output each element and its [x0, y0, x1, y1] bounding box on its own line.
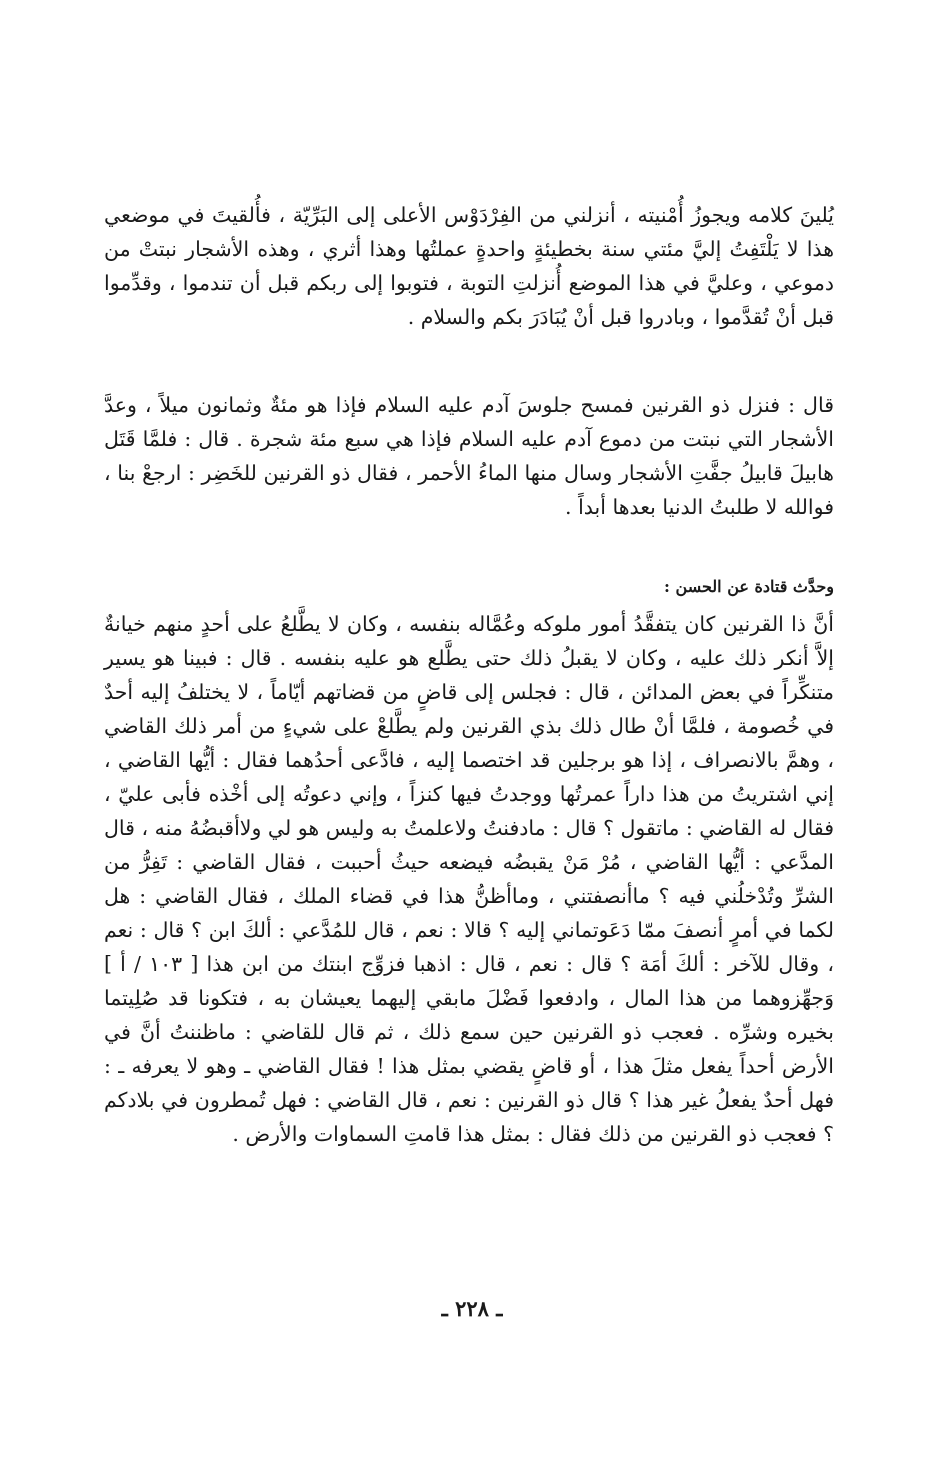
- section-heading: وحدَّث قتادة عن الحسن :: [664, 577, 834, 596]
- paragraph-judge-story: أنَّ ذا القرنين كان يتفقَّدُ أمور ملوكه وعُمَّاله بنفسه ، وكان لا يطَّلعُ على أحدٍ منهم خيانةٌ إلاَّ أنكر ذلك عليه ، وكان لا يقبلُ ذلك حتى يطَّلع هو عليه بنفسه . قال : فبينا هو يسير متنكِّراً في بعض المدائن ، قال : فجلس إلى قاضٍ من قضاتهم أيّاماً ، لا يختلفُ إليه أحدٌ في خُصومة ، فلمَّا أنْ طال ذلك بذي القرنين ولم يطَّلعْ على شيءٍ من أمر ذلك القاضي ، وهمَّ بالانصراف ، إذا هو برجلين قد اختصما إليه ، فادَّعى أحدُهما فقال : أيُّها القاضي ، إني اشتريتُ من هذا داراً عمرتُها ووجدتُ فيها كنزاً ، وإني دعوتُه إلى أخْذه فأبى عليّ ، فقال له القاضي : ماتقول ؟ قال : مادفنتُ ولاعلمتُ به وليس هو لي ولاأقبضُهُ منه ، قال المدَّعي : أيُّها القاضي ، مُرْ مَنْ يقبضُه فيضعه حيثُ أحببت ، فقال القاضي : تَفِرُّ من الشرِّ وتُدْخلُني فيه ؟ ماأنصفتني ، وماأظنُّ هذا في قضاء الملك ، فقال القاضي : هل لكما في أمرٍ أنصفَ ممّا دَعَوتماني إليه ؟ قالا : نعم ، قال للمُدَّعي : ألكَ ابن ؟ قال : نعم ، وقال للآخر : ألكَ أمَة ؟ قال : نعم ، قال : اذهبا فزوِّج ابنتك من ابن هذا [ ١٠٣ / أ ] وَجهِّزوهما من هذا المال ، وادفعوا فَضْلَ مابقي إليهما يعيشان به ، فتكونا قد صُلِيتما بخيره وشرِّه . فعجب ذو القرنين حين سمع ذلك ، ثم قال للقاضي : ماظننتُ أنَّ في الأرض أحداً يفعل مثلَ هذا ، أو قاضٍ يقضي بمثل هذا ! فقال القاضي ـ وهو لا يعرفه ـ : فهل أحدٌ يفعلُ غير هذا ؟ قال ذو القرنين : نعم ، قال القاضي : فهل تُمطرون في بلادكم ؟ فعجب ذو القرنين من ذلك فقال : بمثل هذا قامتِ السماوات والأرض .: [104, 612, 834, 1146]
- paragraph-dhul-qarnayn-measure: قال : فنزل ذو القرنين فمسح جلوسَ آدم عليه السلام فإذا هو مئةٌ وثمانون ميلاً ، وعدَّ الأشجار التي نبتت من دموع آدم عليه السلام فإذا هي سبع مئة شجرة . قال : فلمَّا قَتَل هابيلَ قابيلُ جفَّتِ الأشجار وسال منها الماءُ الأحمر ، فقال ذو القرنين للخَضِر : ارجعْ بنا ، فوالله لا طلبتُ الدنيا بعدها أبداً .: [104, 393, 834, 519]
- page-number: ـ ٢٢٨ ـ: [441, 1296, 503, 1321]
- paragraph-adam-speech: يُلينَ كلامه ويجوزُ أُمْنيته ، أنزلني من الفِرْدَوْس الأعلى إلى البَرِّيّة ، فأُلقيتَ في موضعي هذا لا يَلْتَفِتُ إليَّ مئتي سنة بخطيئةٍ واحدةٍ عملتُها وهذا أثري ، وهذه الأشجار نبتتْ من دموعي ، وعليَّ في هذا الموضع أُنزلتِ التوبة ، فتوبوا إلى ربكم قبل أن تندموا ، وقدِّموا قبل أنْ تُقدَّموا ، وبادروا قبل أنْ يُبَادَرَ بكم والسلام .: [104, 203, 834, 329]
